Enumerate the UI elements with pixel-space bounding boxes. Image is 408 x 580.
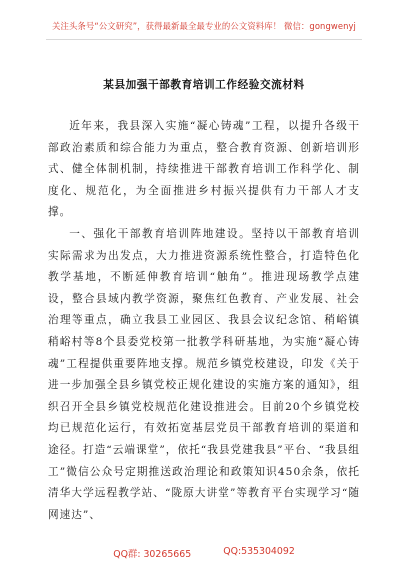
header-divider: [46, 39, 362, 40]
footer-contact: [0, 546, 408, 560]
document-title: 某县加强干部教育培训工作经验交流材料: [103, 79, 305, 91]
paragraph-section-1: 一、强化干部教育培训阵地建设。坚持以干部教育培训实际需求为出发点，大力推进资源系统性整合，打造特色化教学基地，不断延伸教育培训“触角”。推进现场教学点建设，整合县域内教学资源，聚焦红色教育、产业发展、社会治理等重点，确立我县工业园区、我县会议纪念馆、稍峪镇稍峪村等8个县委党校第一批教学科研基地，为实施“凝心铸魂”工程提供重要阵地支撑。规范乡镇党校建设，印发《关于进一步加强全县乡镇党校正规化建设的实施方案的通知》，组织召开全县乡镇党校规范化建设推进会。目前20个乡镇党校均已规范化运行，有效拓宽基层党员干部教育培训的渠道和途径。打造“云端课堂”，依托“我县党建我县”平台、“我县组工”微信公众号定期推送政治理论和政策知识450余条，依托清华大学远程教学站、“陇原大讲堂”等教育平台实现学习“随网速达”、: [48, 227, 360, 521]
header-promo-note: 关注头条号“公文研究”，获得最新最全最专业的公文资料库！ 微信：gongwenyj: [52, 21, 356, 31]
footer-qq-number: QQ:535304092: [223, 546, 295, 557]
document-body: [48, 116, 360, 526]
paragraph-intro: 近年来，我县深入实施“凝心铸魂”工程，以提升各级干部政治素质和综合能力为重点，整合教育资源、创新培训形式、健全体制机制，持续推进干部教育培训工作科学化、制度化、规范化，为全面推进乡村振兴提供有力干部人才支撑。: [48, 120, 360, 219]
footer-qq-group: QQ群: 30265665: [113, 549, 192, 560]
